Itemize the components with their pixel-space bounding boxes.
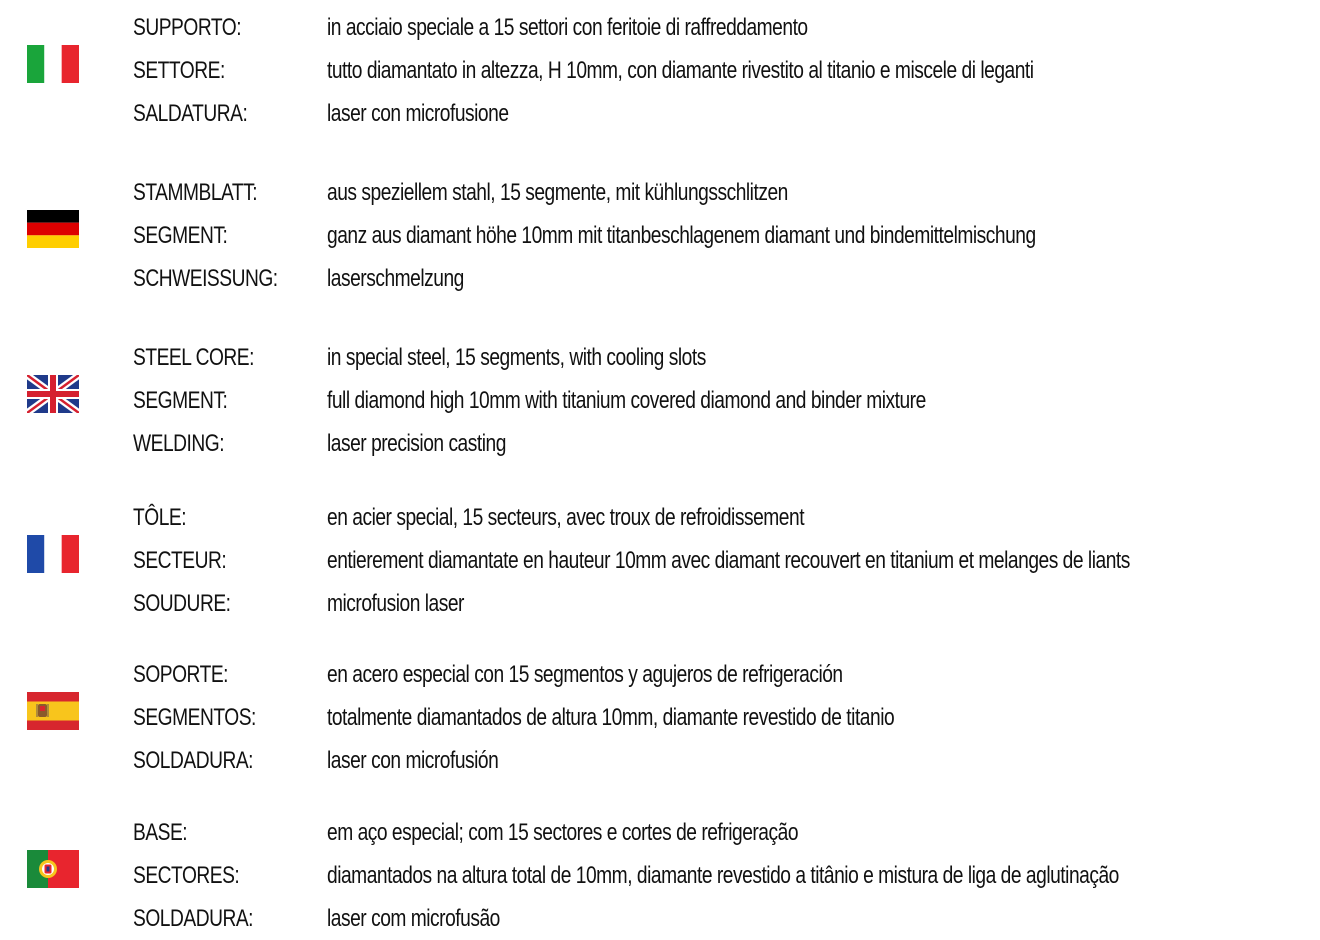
spec-value: microfusion laser (327, 590, 464, 617)
spec-value: tutto diamantato in altezza, H 10mm, con diamante rivestito al titanio e miscele di leganti (327, 57, 1034, 84)
spec-row (0, 8, 1320, 48)
spec-value: entierement diamantate en hauteur 10mm avec diamant recouvert en titanium et melanges de liants (327, 547, 1130, 574)
spec-row (0, 584, 1320, 624)
spec-value: laser con microfusión (327, 747, 499, 774)
spec-row (0, 216, 1320, 256)
spec-label: SEGMENT: (133, 387, 228, 414)
spec-value: laser precision casting (327, 430, 506, 457)
spec-value: full diamond high 10mm with titanium covered diamond and binder mixture (327, 387, 926, 414)
spec-value: in acciaio speciale a 15 settori con feritoie di raffreddamento (327, 14, 808, 41)
spec-value: ganz aus diamant höhe 10mm mit titanbeschlagenem diamant und bindemittelmischung (327, 222, 1036, 249)
spec-label: BASE: (133, 819, 188, 846)
spec-section-spanish (0, 647, 1320, 782)
spec-section-english (0, 330, 1320, 465)
spec-label: SECTORES: (133, 862, 240, 889)
spec-label: SETTORE: (133, 57, 225, 84)
spec-row (0, 94, 1320, 134)
spec-value: em aço especial; com 15 sectores e cortes de refrigeração (327, 819, 799, 846)
spec-section-german (0, 165, 1320, 300)
spec-section-portuguese (0, 805, 1320, 940)
spec-label: SOLDADURA: (133, 905, 254, 932)
spec-row (0, 655, 1320, 695)
spec-row (0, 541, 1320, 581)
spec-row (0, 338, 1320, 378)
spec-value: aus speziellem stahl, 15 segmente, mit kühlungsschlitzen (327, 179, 788, 206)
spec-label: SUPPORTO: (133, 14, 242, 41)
spec-row (0, 741, 1320, 781)
spec-value: en acero especial con 15 segmentos y agujeros de refrigeración (327, 661, 843, 688)
spec-row (0, 899, 1320, 939)
spec-value: laserschmelzung (327, 265, 464, 292)
spec-section-italian (0, 0, 1320, 135)
spec-row (0, 424, 1320, 464)
spec-label: SOUDURE: (133, 590, 231, 617)
spec-value: en acier special, 15 secteurs, avec troux de refroidissement (327, 504, 805, 531)
spec-row (0, 51, 1320, 91)
spec-label: SOPORTE: (133, 661, 229, 688)
spec-value: diamantados na altura total de 10mm, diamante revestido a titânio e mistura de liga de aglutinação (327, 862, 1119, 889)
spec-label: SCHWEISSUNG: (133, 265, 278, 292)
spec-row (0, 813, 1320, 853)
spec-label: SOLDADURA: (133, 747, 254, 774)
spec-value: laser con microfusione (327, 100, 509, 127)
spec-section-french (0, 490, 1320, 625)
spec-label: SECTEUR: (133, 547, 227, 574)
spec-label: WELDING: (133, 430, 225, 457)
spec-label: TÔLE: (133, 504, 187, 531)
spec-value: in special steel, 15 segments, with cooling slots (327, 344, 706, 371)
spec-label: SALDATURA: (133, 100, 248, 127)
spec-row (0, 381, 1320, 421)
spec-value: laser com microfusão (327, 905, 500, 932)
spec-row (0, 698, 1320, 738)
spec-value: totalmente diamantados de altura 10mm, diamante revestido de titanio (327, 704, 895, 731)
spec-label: SEGMENTOS: (133, 704, 256, 731)
spec-row (0, 498, 1320, 538)
spec-label: STEEL CORE: (133, 344, 254, 371)
spec-row (0, 856, 1320, 896)
spec-row (0, 173, 1320, 213)
spec-label: SEGMENT: (133, 222, 228, 249)
spec-row (0, 259, 1320, 299)
spec-label: STAMMBLATT: (133, 179, 258, 206)
